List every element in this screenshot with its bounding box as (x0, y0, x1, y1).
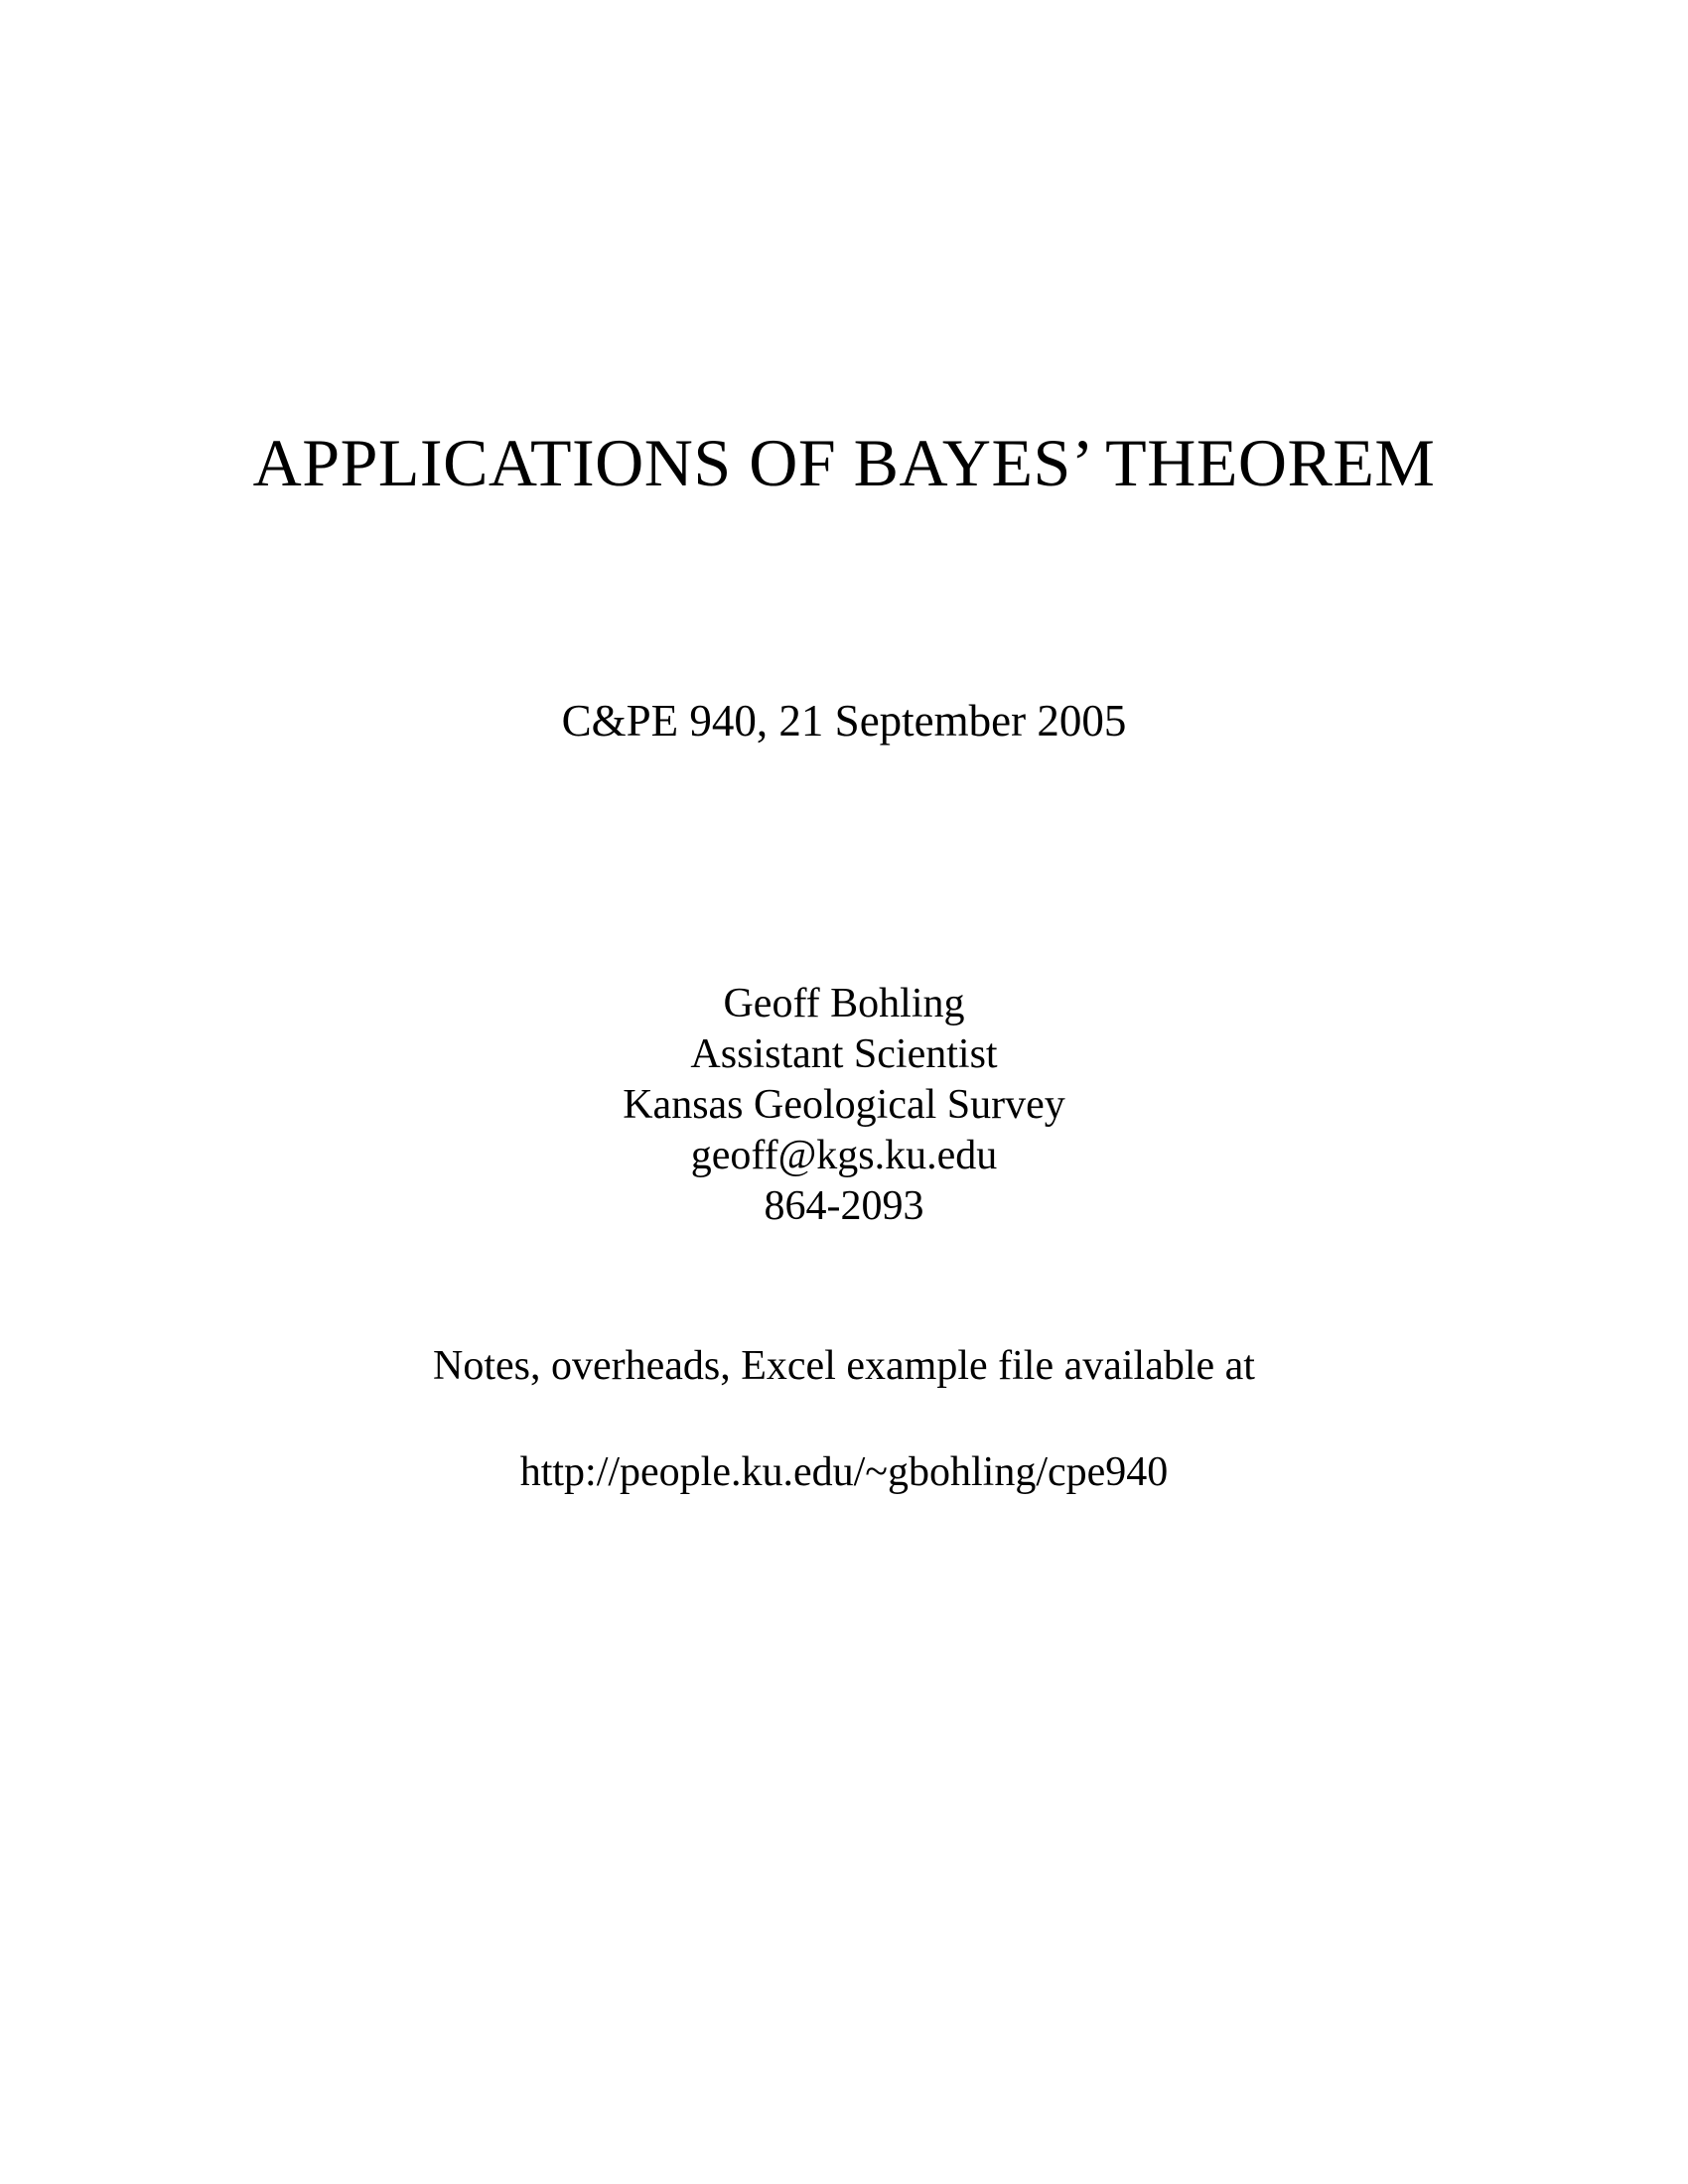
notes-availability-line: Notes, overheads, Excel example file available at (433, 1343, 1255, 1389)
course-url: http://people.ku.edu/~gbohling/cpe940 (519, 1449, 1169, 1495)
author-phone: 864-2093 (764, 1183, 924, 1229)
author-position: Assistant Scientist (690, 1031, 998, 1077)
author-name: Geoff Bohling (723, 981, 965, 1026)
document-title: APPLICATIONS OF BAYES’ THEOREM (252, 425, 1436, 500)
author-organization: Kansas Geological Survey (623, 1082, 1065, 1128)
author-email: geoff@kgs.ku.edu (690, 1133, 998, 1178)
course-date-line: C&PE 940, 21 September 2005 (561, 696, 1127, 746)
author-block (0, 979, 1688, 1232)
